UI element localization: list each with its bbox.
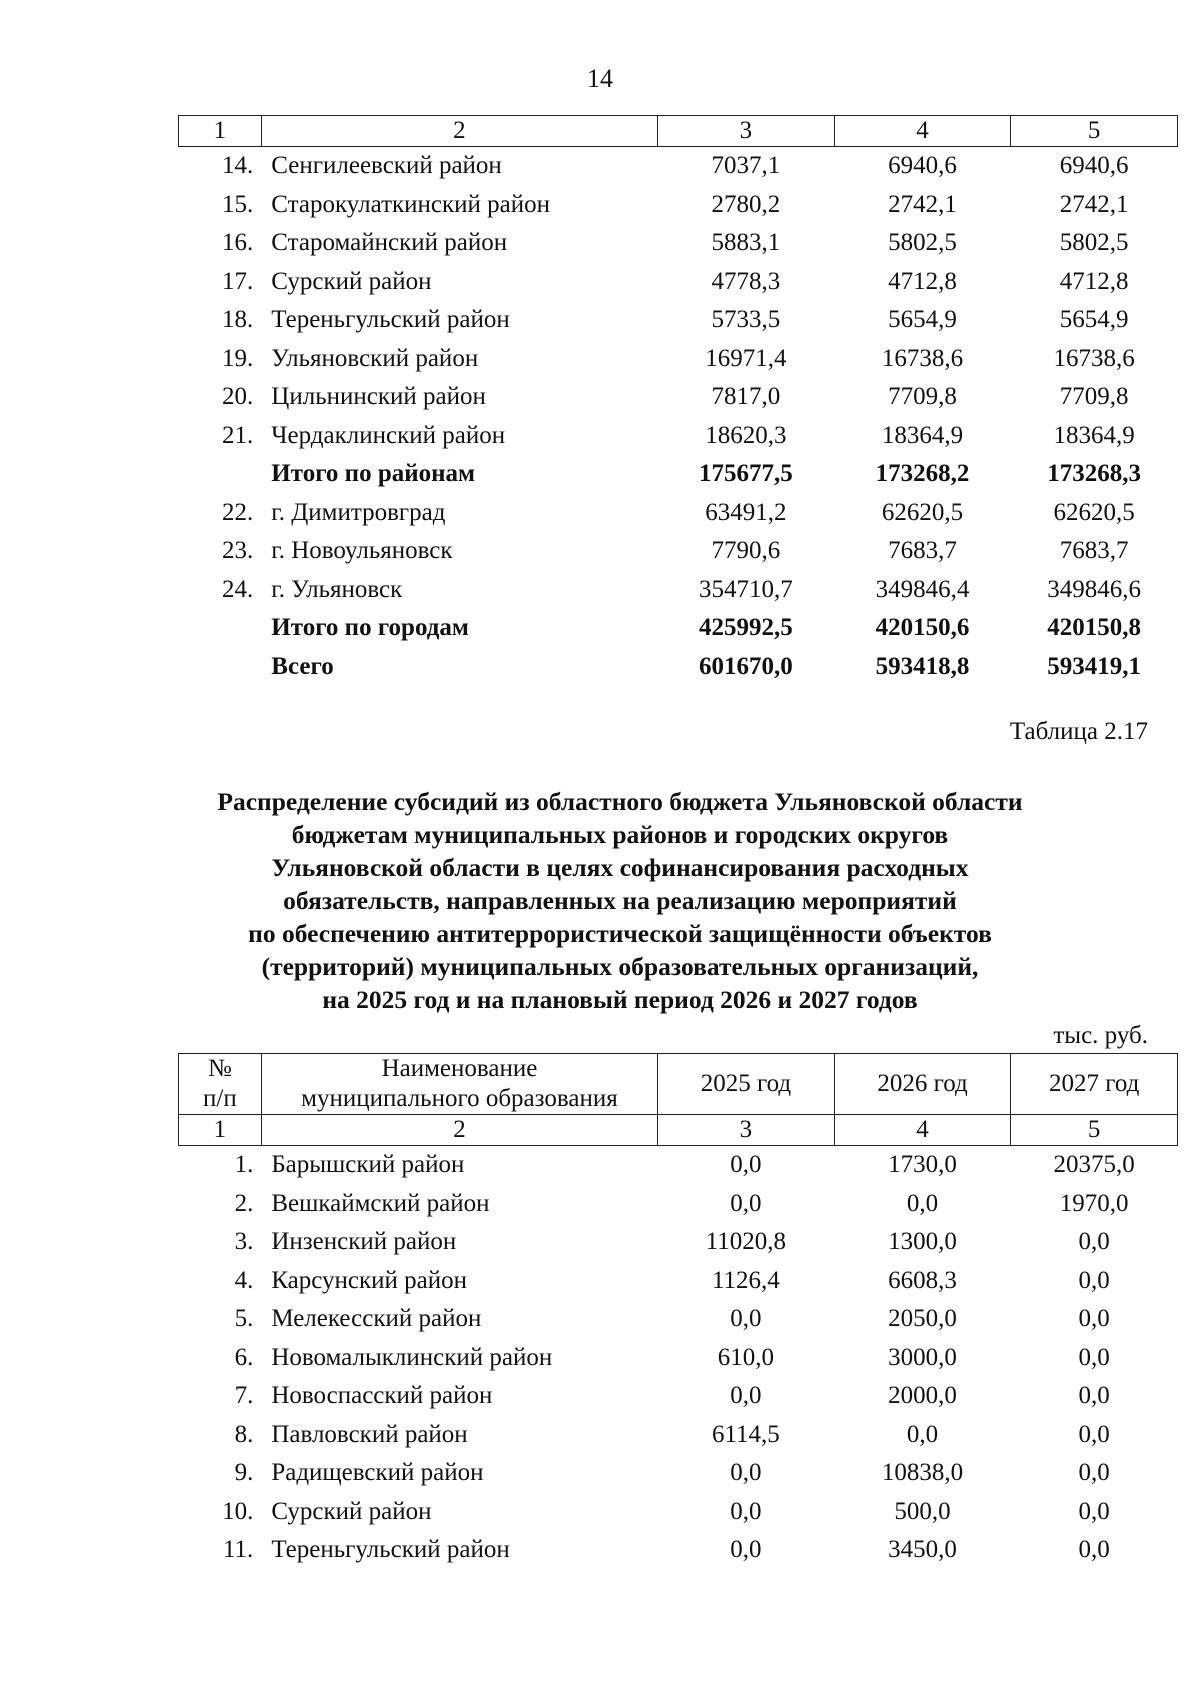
row-number: 20. [222, 383, 254, 411]
title-line: по обеспечению антитеррористической защищённости объектов [248, 919, 992, 948]
row-value: 6608,3 [888, 1266, 957, 1294]
table-row [179, 1454, 1178, 1493]
row-name: Мелекесский район [271, 1305, 482, 1333]
row-value: 5883,1 [711, 229, 781, 257]
row-number: 9. [234, 1459, 254, 1487]
row-number: 22. [222, 498, 254, 526]
col-number: 4 [834, 116, 1011, 147]
row-value: 425992,5 [698, 614, 793, 642]
row-value: 16738,6 [1053, 344, 1135, 372]
row-value: 0,0 [906, 1420, 939, 1448]
row-number: 1. [234, 1151, 254, 1179]
row-value: 593419,1 [1047, 652, 1141, 680]
row-name: г. Ульяновск [271, 575, 403, 603]
row-value: 0,0 [1078, 1266, 1110, 1294]
row-number: 2. [234, 1189, 254, 1217]
row-value: 0,0 [730, 1497, 762, 1525]
row-number: 10. [222, 1497, 254, 1525]
row-value: 6940,6 [1059, 152, 1129, 180]
subsidy-table [178, 1053, 1178, 1570]
row-number: 16. [222, 229, 254, 257]
header-year-2027: 2027 год [1011, 1054, 1178, 1115]
row-number: 3. [234, 1228, 254, 1256]
table-row [179, 609, 1178, 648]
row-value: 18364,9 [881, 421, 964, 449]
column-number-row [179, 116, 1178, 147]
row-value: 5654,9 [1059, 306, 1129, 334]
row-value: 10838,0 [881, 1459, 964, 1487]
row-number [179, 609, 262, 648]
row-name: Ульяновский район [271, 344, 479, 372]
table-row [179, 1531, 1178, 1570]
table-row [179, 224, 1178, 263]
row-number: 6. [234, 1343, 254, 1371]
row-name: Карсунский район [271, 1266, 468, 1294]
col-number: 3 [658, 116, 835, 147]
unit-label: тыс. руб. [1053, 1022, 1148, 1049]
table-row [179, 1146, 1178, 1185]
row-value: 173268,2 [875, 460, 970, 488]
title-line: на 2025 год и на плановый период 2026 и 2027 годов [322, 985, 918, 1014]
row-value: 0,0 [730, 1536, 762, 1564]
header-name-line2: муниципального образования [301, 1085, 618, 1112]
row-number: 7. [234, 1382, 254, 1410]
row-value: 175677,5 [698, 460, 793, 488]
row-name: Инзенский район [271, 1228, 457, 1256]
table-row [179, 455, 1178, 494]
row-value: 62620,5 [881, 498, 964, 526]
table-body [179, 147, 1178, 687]
header-number-line1: № [207, 1055, 232, 1082]
row-value: 18364,9 [1053, 421, 1135, 449]
col-number: 5 [1011, 116, 1178, 147]
table-row [179, 1377, 1178, 1416]
row-value: 5802,5 [888, 229, 957, 257]
table-row [179, 648, 1178, 687]
row-name: Всего [271, 652, 334, 680]
row-value: 0,0 [1078, 1420, 1110, 1448]
row-value: 7709,8 [888, 383, 957, 411]
column-number-row [179, 1115, 1178, 1146]
row-name: Чердаклинский район [271, 421, 506, 449]
row-name: Сурский район [271, 267, 432, 295]
row-name: Вешкаймский район [271, 1189, 490, 1217]
table-row [179, 494, 1178, 533]
row-name: Тереньгульский район [271, 306, 510, 334]
table-row [179, 340, 1178, 379]
row-value: 2780,2 [711, 190, 781, 218]
row-value: 16738,6 [881, 344, 964, 372]
row-number: 4. [234, 1266, 254, 1294]
row-value: 3000,0 [888, 1343, 957, 1371]
header-year-2025: 2025 год [658, 1054, 835, 1115]
page-number: 14 [587, 64, 613, 93]
table-row [179, 147, 1178, 186]
row-value: 2742,1 [1059, 190, 1129, 218]
row-value: 5654,9 [888, 306, 957, 334]
header-year-2026: 2026 год [834, 1054, 1011, 1115]
row-number: 5. [234, 1305, 254, 1333]
row-number: 17. [222, 267, 254, 295]
row-value: 1300,0 [888, 1228, 957, 1256]
row-value: 16971,4 [705, 344, 787, 372]
row-number: 14. [222, 152, 254, 180]
row-value: 7709,8 [1059, 383, 1129, 411]
row-value: 7790,6 [711, 537, 781, 565]
row-value: 6114,5 [711, 1420, 780, 1448]
row-value: 0,0 [730, 1305, 762, 1333]
row-value: 7817,0 [711, 383, 781, 411]
row-value: 601670,0 [698, 652, 793, 680]
title-line: (территорий) муниципальных образовательных организаций, [261, 952, 979, 981]
row-value: 610,0 [717, 1343, 775, 1371]
row-name: Сурский район [271, 1497, 432, 1525]
table-title [150, 785, 1090, 1016]
row-value: 5802,5 [1059, 229, 1129, 257]
row-name: Итого по городам [271, 614, 469, 642]
row-value: 7683,7 [888, 537, 957, 565]
col-number: 5 [1011, 1115, 1178, 1146]
table-row [179, 417, 1178, 456]
row-value: 0,0 [1078, 1305, 1110, 1333]
row-number [179, 455, 262, 494]
row-value: 4712,8 [1059, 267, 1129, 295]
row-number: 18. [222, 306, 254, 334]
row-value: 500,0 [894, 1497, 951, 1525]
row-name: г. Новоульяновск [271, 537, 453, 565]
table-row [179, 1339, 1178, 1378]
row-value: 349846,4 [875, 575, 970, 603]
header-number-line2: п/п [203, 1085, 237, 1112]
row-value: 420150,8 [1047, 614, 1141, 642]
header-number [179, 1054, 262, 1115]
row-name: Павловский район [271, 1420, 468, 1448]
table-row [179, 1262, 1178, 1301]
row-value: 6940,6 [888, 152, 957, 180]
table-row [179, 301, 1178, 340]
row-value: 63491,2 [705, 498, 787, 526]
row-number: 19. [222, 344, 254, 372]
row-value: 7683,7 [1059, 537, 1129, 565]
row-value: 1970,0 [1059, 1189, 1129, 1217]
header-row [179, 1054, 1178, 1115]
row-value: 1126,4 [711, 1266, 780, 1294]
row-value: 3450,0 [888, 1536, 957, 1564]
table-row [179, 532, 1178, 571]
row-value: 420150,6 [875, 614, 970, 642]
budget-table-continued [178, 115, 1178, 686]
row-name: г. Димитровград [271, 498, 446, 526]
row-number: 24. [222, 575, 254, 603]
row-value: 0,0 [1078, 1382, 1110, 1410]
row-name: Новомалыклинский район [271, 1343, 553, 1371]
row-number: 21. [222, 421, 254, 449]
row-value: 354710,7 [698, 575, 793, 603]
row-number: 23. [222, 537, 254, 565]
table-row [179, 263, 1178, 302]
row-number [179, 648, 262, 687]
title-line: бюджетам муниципальных районов и городских округов [291, 820, 949, 849]
row-value: 0,0 [1078, 1497, 1110, 1525]
table-row [179, 1416, 1178, 1455]
row-name: Сенгилеевский район [271, 152, 502, 180]
row-name: Старокулаткинский район [271, 190, 551, 218]
col-number: 3 [658, 1115, 835, 1146]
header-name-line1: Наименование [381, 1055, 538, 1082]
row-value: 5733,5 [711, 306, 781, 334]
row-name: Новоспасский район [271, 1382, 493, 1410]
col-number: 1 [179, 116, 262, 147]
row-number: 8. [234, 1420, 254, 1448]
table-row [179, 571, 1178, 610]
row-value: 20375,0 [1053, 1151, 1135, 1179]
row-value: 4712,8 [888, 267, 957, 295]
row-number: 11. [222, 1536, 254, 1564]
col-number: 2 [261, 1115, 657, 1146]
table-body [179, 1146, 1178, 1570]
row-value: 2050,0 [888, 1305, 957, 1333]
col-number: 1 [179, 1115, 262, 1146]
col-number: 2 [261, 116, 657, 147]
col-number: 4 [834, 1115, 1011, 1146]
row-value: 0,0 [906, 1189, 939, 1217]
row-value: 0,0 [730, 1459, 762, 1487]
row-name: Цильнинский район [271, 383, 486, 411]
row-value: 173268,3 [1047, 460, 1141, 488]
row-value: 0,0 [730, 1189, 762, 1217]
table-label: Таблица 2.17 [1009, 718, 1148, 745]
row-value: 62620,5 [1053, 498, 1135, 526]
row-value: 4778,3 [711, 267, 781, 295]
table-row [179, 186, 1178, 225]
row-value: 0,0 [1078, 1536, 1110, 1564]
table-row [179, 378, 1178, 417]
row-value: 0,0 [1078, 1228, 1110, 1256]
row-name: Тереньгульский район [271, 1536, 510, 1564]
row-value: 7037,1 [711, 152, 781, 180]
title-line: обязательств, направленных на реализацию мероприятий [283, 886, 957, 915]
row-number: 15. [222, 190, 254, 218]
row-value: 0,0 [730, 1382, 762, 1410]
header-name [261, 1054, 657, 1115]
table-row [179, 1223, 1178, 1262]
row-value: 2000,0 [888, 1382, 957, 1410]
row-value: 349846,6 [1047, 575, 1141, 603]
row-name: Старомайнский район [271, 229, 508, 257]
table-row [179, 1185, 1178, 1224]
row-value: 0,0 [1078, 1343, 1110, 1371]
row-name: Барышский район [271, 1151, 465, 1179]
row-value: 0,0 [1078, 1459, 1110, 1487]
row-value: 593418,8 [875, 652, 970, 680]
row-value: 2742,1 [888, 190, 957, 218]
row-value: 18620,3 [705, 421, 787, 449]
title-line: Распределение субсидий из областного бюджета Ульяновской области [217, 787, 1023, 816]
row-value: 1730,0 [888, 1151, 957, 1179]
row-name: Итого по районам [271, 460, 476, 488]
row-name: Радищевский район [271, 1459, 484, 1487]
table-row [179, 1300, 1178, 1339]
row-value: 11020,8 [705, 1228, 787, 1256]
title-line: Ульяновской области в целях софинансирования расходных [271, 853, 969, 882]
table-row [179, 1493, 1178, 1532]
row-value: 0,0 [730, 1151, 762, 1179]
